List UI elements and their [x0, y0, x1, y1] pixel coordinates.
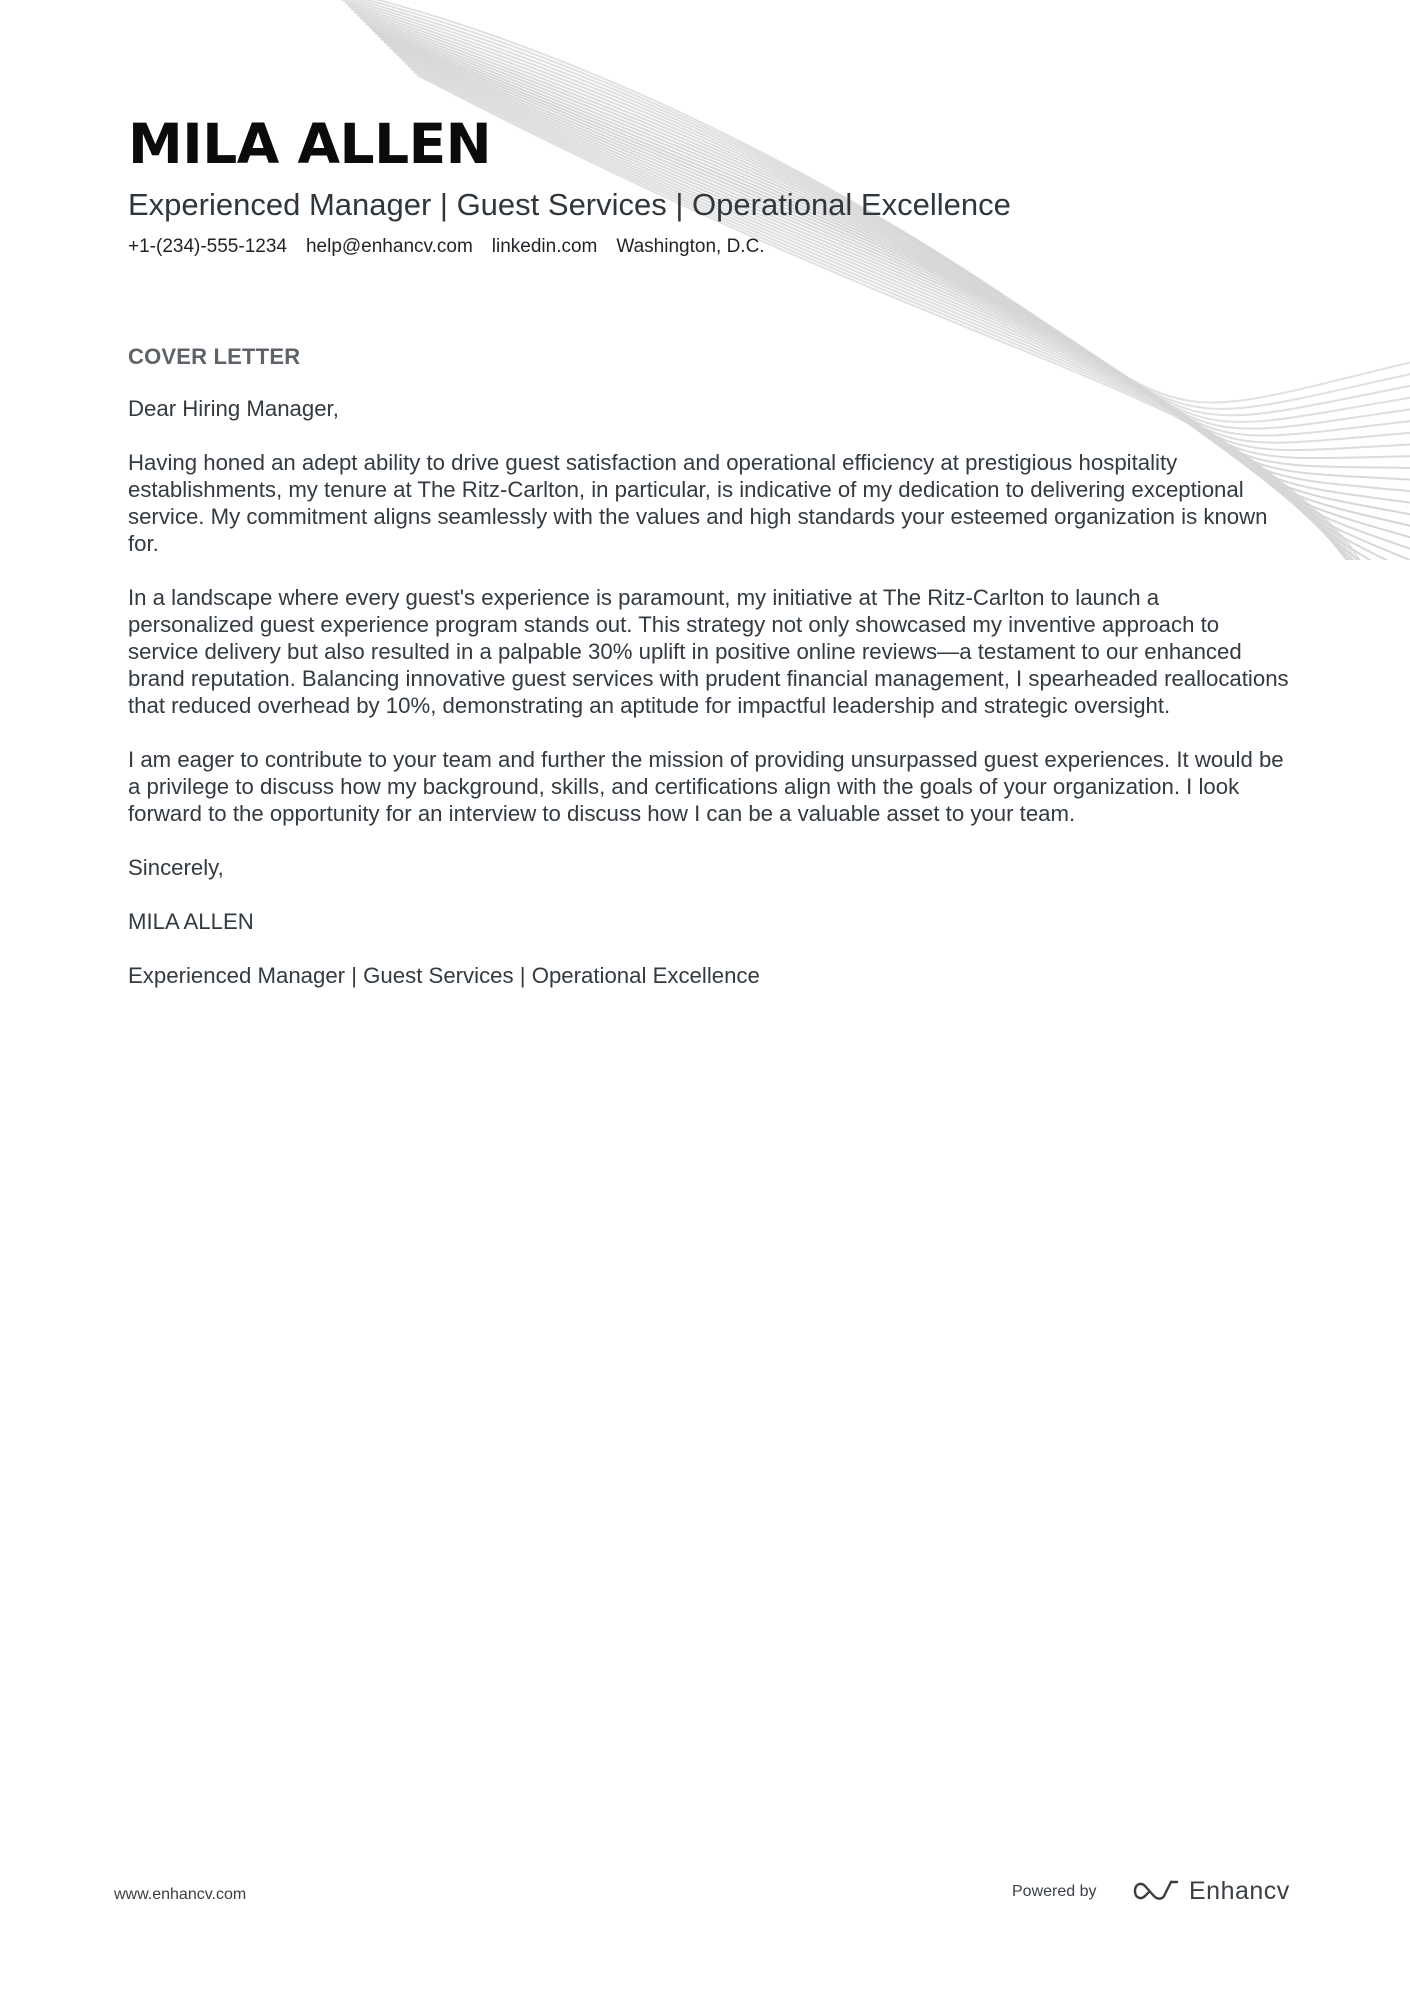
signature-name: MILA ALLEN: [128, 909, 254, 934]
contact-phone[interactable]: +1-(234)-555-1234: [128, 236, 287, 257]
candidate-name: MILA ALLEN: [128, 112, 492, 176]
footer-url[interactable]: www.enhancv.com: [114, 1886, 247, 1903]
contact-linkedin[interactable]: linkedin.com: [491, 236, 598, 257]
paragraph-1: Having honed an adept ability to drive guest satisfaction and operational efficiency at prestigious hospitality establishments, my tenure at The Ritz-Carlton, in particular, is indicative of my dedication to delivering exceptional service. My commitment aligns seamlessly with the values and high standards your esteemed organization is known for.: [128, 450, 1268, 556]
brand-logo[interactable]: [1131, 1876, 1290, 1906]
contact-location: Washington, D.C.: [616, 236, 765, 257]
cover-letter-body: [128, 343, 1290, 1016]
closing: Sincerely,: [128, 855, 224, 880]
salutation: Dear Hiring Manager,: [128, 396, 339, 421]
paragraph-3: I am eager to contribute to your team and further the mission of providing unsurpassed guest experiences. It would be a privilege to discuss how my background, skills, and certifications align with the goals of your organization. I look forward to the opportunity for an interview to discuss how I can be a valuable asset to your team.: [128, 747, 1284, 826]
contact-email[interactable]: help@enhancv.com: [305, 236, 473, 257]
section-title: COVER LETTER: [128, 344, 301, 369]
signature-title: Experienced Manager | Guest Services | Operational Excellence: [128, 963, 760, 988]
powered-by-label: Powered by: [1012, 1883, 1097, 1900]
contact-info: [128, 234, 1278, 260]
brand-name: Enhancv: [1189, 1877, 1290, 1905]
paragraph-2: In a landscape where every guest's experience is paramount, my initiative at The Ritz-Carlton to launch a personalized guest experience program stands out. This strategy not only showcased my inventive approach to service delivery but also resulted in a palpable 30% uplift in positive online reviews—a testament to our enhanced brand reputation. Balancing innovative guest services with prudent financial management, I spearheaded reallocations that reduced overhead by 10%, demonstrating an aptitude for impactful leadership and strategic oversight.: [128, 585, 1289, 718]
enhancv-logo-icon: [1131, 1878, 1179, 1904]
candidate-headline: Experienced Manager | Guest Services | Operational Excellence: [128, 187, 1011, 222]
resume-header: [128, 108, 1278, 260]
